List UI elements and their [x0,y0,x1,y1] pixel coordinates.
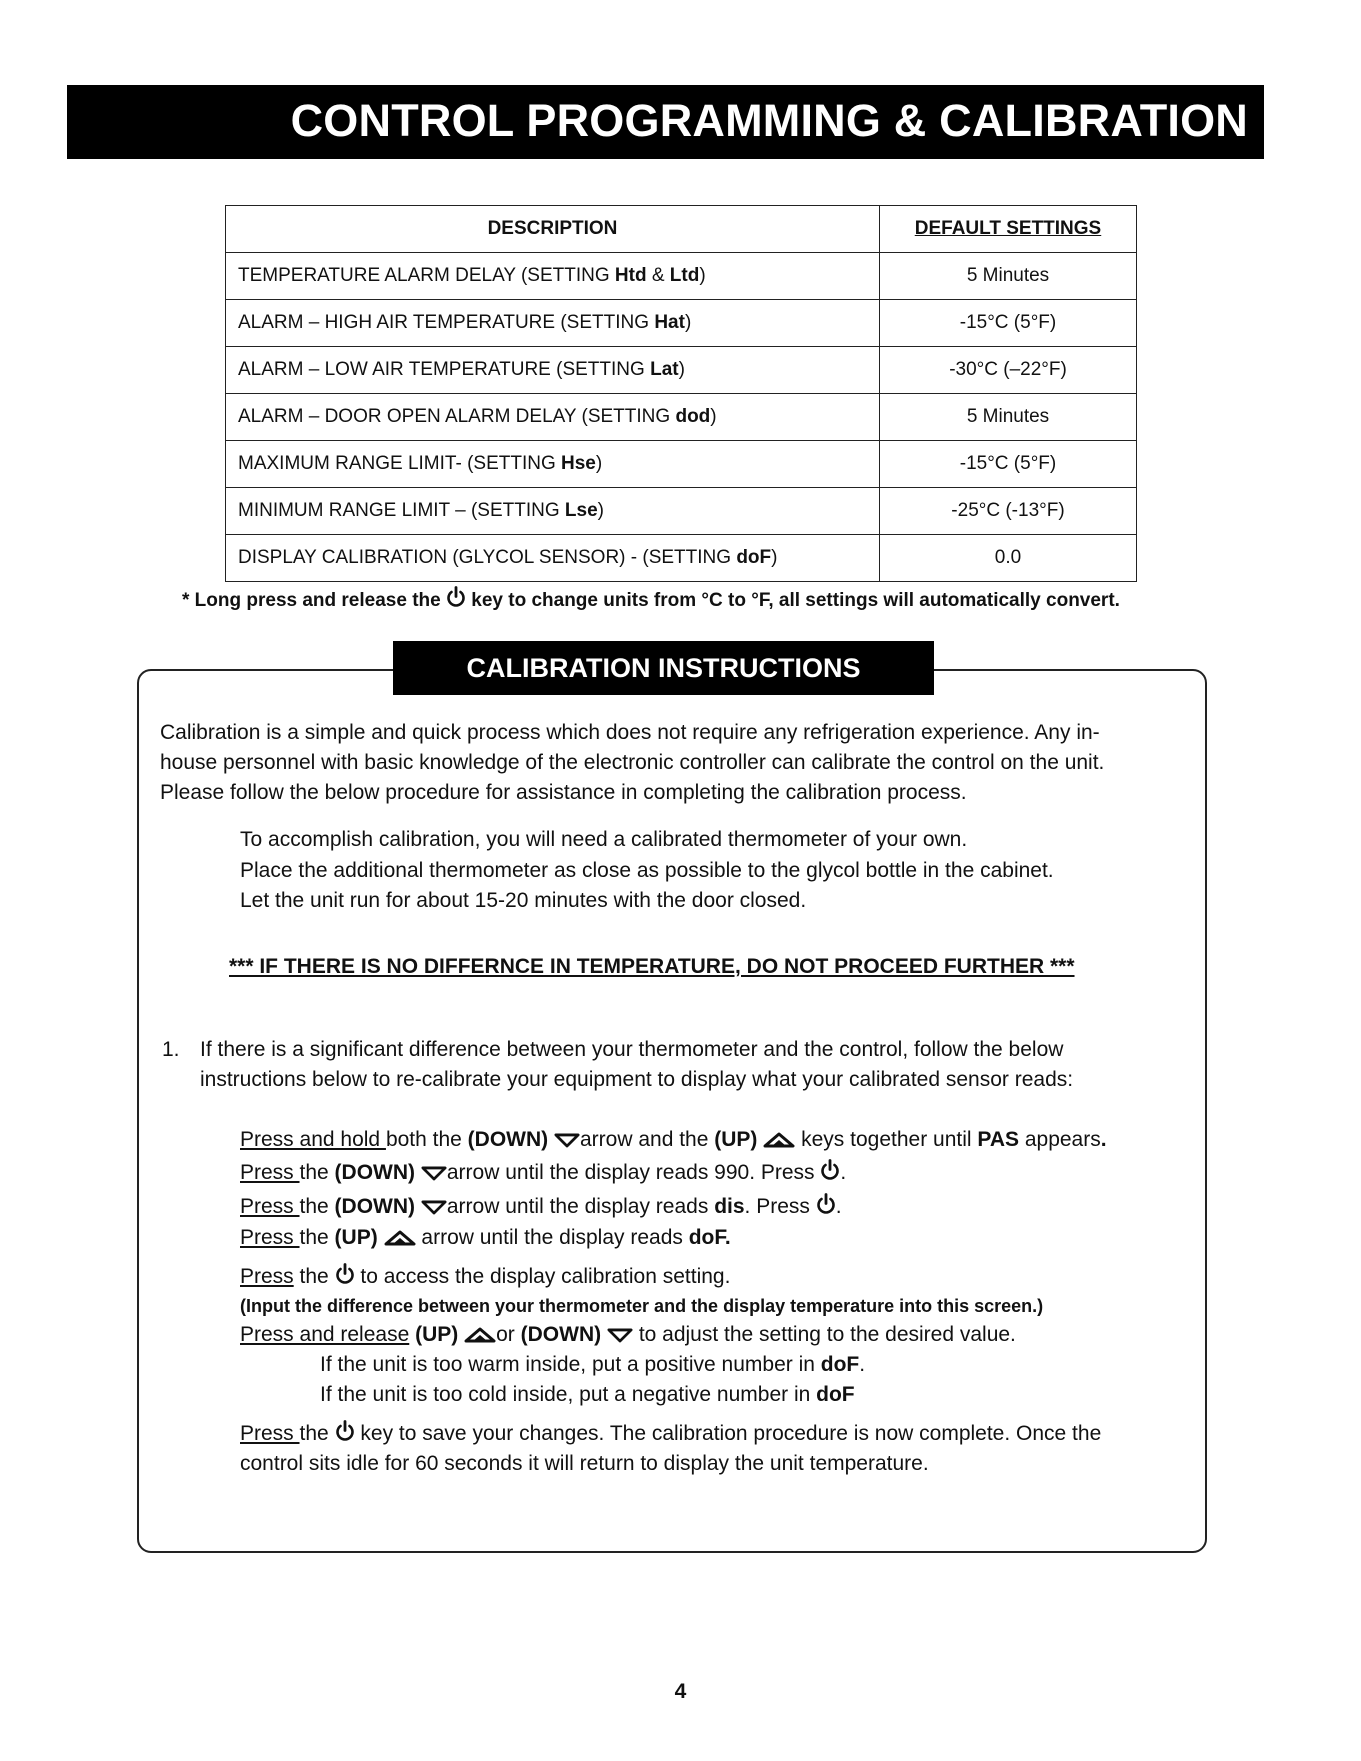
substep-press-up-dof: Press the (UP) arrow until the display reads doF. [240,1226,731,1249]
default-settings-table [225,205,1137,582]
page-number: 4 [674,1680,687,1703]
row-description: ALARM – HIGH AIR TEMPERATURE (SETTING Hat) [226,300,880,347]
substep-press-power-save: Press the key to save your changes. The calibration procedure is now complete. Once the [240,1422,1102,1445]
too-warm-line: If the unit is too warm inside, put a positive number in doF. [320,1353,866,1376]
intro-line: Please follow the below procedure for assistance in completing the calibration process. [160,781,967,804]
substep-press-down-990: Press the (DOWN) arrow until the display reads 990. Press . [240,1161,847,1184]
too-cold-line: If the unit is too cold inside, put a negative number in doF [320,1383,855,1406]
down-arrow-icon [554,1132,580,1149]
prep-line: Place the additional thermometer as close as possible to the glycol bottle in the cabinet. [240,859,1054,882]
intro-line: Calibration is a simple and quick process which does not require any refrigeration experience. Any in- [160,721,1100,744]
intro-line: house personnel with basic knowledge of the electronic controller can calibrate the control on the unit. [160,751,1105,774]
row-description: MINIMUM RANGE LIMIT – (SETTING Lse) [226,488,880,535]
row-description: ALARM – DOOR OPEN ALARM DELAY (SETTING dod) [226,394,880,441]
step-number: 1. [162,1038,180,1061]
power-icon [446,586,466,608]
down-arrow-icon [421,1199,447,1216]
page-title: CONTROL PROGRAMMING & CALIBRATION [290,95,1248,146]
down-arrow-icon [607,1327,633,1344]
step-text: instructions below to re-calibrate your equipment to display what your calibrated sensor reads: [200,1068,1074,1091]
power-icon [335,1420,355,1442]
row-default-value: -25°C (-13°F) [880,488,1137,535]
prep-line: To accomplish calibration, you will need a calibrated thermometer of your own. [240,828,968,851]
header-description: DESCRIPTION [226,206,880,253]
row-description: MAXIMUM RANGE LIMIT- (SETTING Hse) [226,441,880,488]
warning-text: *** IF THERE IS NO DIFFERNCE IN TEMPERATURE, DO NOT PROCEED FURTHER *** [229,955,1075,978]
input-difference-note: (Input the difference between your thermometer and the display temperature into this screen.) [240,1296,1044,1316]
step-text: If there is a significant difference between your thermometer and the control, follow the below [200,1038,1064,1061]
prep-line: Let the unit run for about 15-20 minutes with the door closed. [240,889,807,912]
table-row [226,488,1137,535]
up-arrow-icon [763,1131,795,1149]
substep-press-power-access: Press the to access the display calibration setting. [240,1265,731,1288]
power-icon [820,1159,840,1181]
row-description: DISPLAY CALIBRATION (GLYCOL SENSOR) - (SETTING doF) [226,535,880,582]
row-default-value: 5 Minutes [880,394,1137,441]
row-default-value: -15°C (5°F) [880,441,1137,488]
row-default-value: -15°C (5°F) [880,300,1137,347]
row-default-value: -30°C (–22°F) [880,347,1137,394]
up-arrow-icon [384,1229,416,1247]
row-default-value: 0.0 [880,535,1137,582]
header-default-settings: DEFAULT SETTINGS [880,206,1137,253]
idle-return-line: control sits idle for 60 seconds it will return to display the unit temperature. [240,1452,929,1475]
power-icon [335,1263,355,1285]
up-arrow-icon [464,1326,496,1344]
substep-press-down-dis: Press the (DOWN) arrow until the display reads dis. Press . [240,1195,842,1218]
calibration-title: CALIBRATION INSTRUCTIONS [393,641,934,695]
substep-press-and-hold: Press and hold both the (DOWN) arrow and the (UP) keys together until PAS appears. [240,1128,1107,1151]
table-row [226,535,1137,582]
table-row [226,253,1137,300]
table-row [226,347,1137,394]
row-description: ALARM – LOW AIR TEMPERATURE (SETTING Lat) [226,347,880,394]
substep-press-and-release: Press and release (UP) or (DOWN) to adjust the setting to the desired value. [240,1323,1016,1346]
title-bar [67,85,1264,159]
table-row [226,441,1137,488]
table-row [226,300,1137,347]
down-arrow-icon [421,1165,447,1182]
units-note: * Long press and release the key to change units from °C to °F, all settings will automatically convert. [182,586,1120,612]
row-description: TEMPERATURE ALARM DELAY (SETTING Htd & Ltd) [226,253,880,300]
table-header-row [226,206,1137,253]
table-row [226,394,1137,441]
power-icon [816,1193,836,1215]
row-default-value: 5 Minutes [880,253,1137,300]
